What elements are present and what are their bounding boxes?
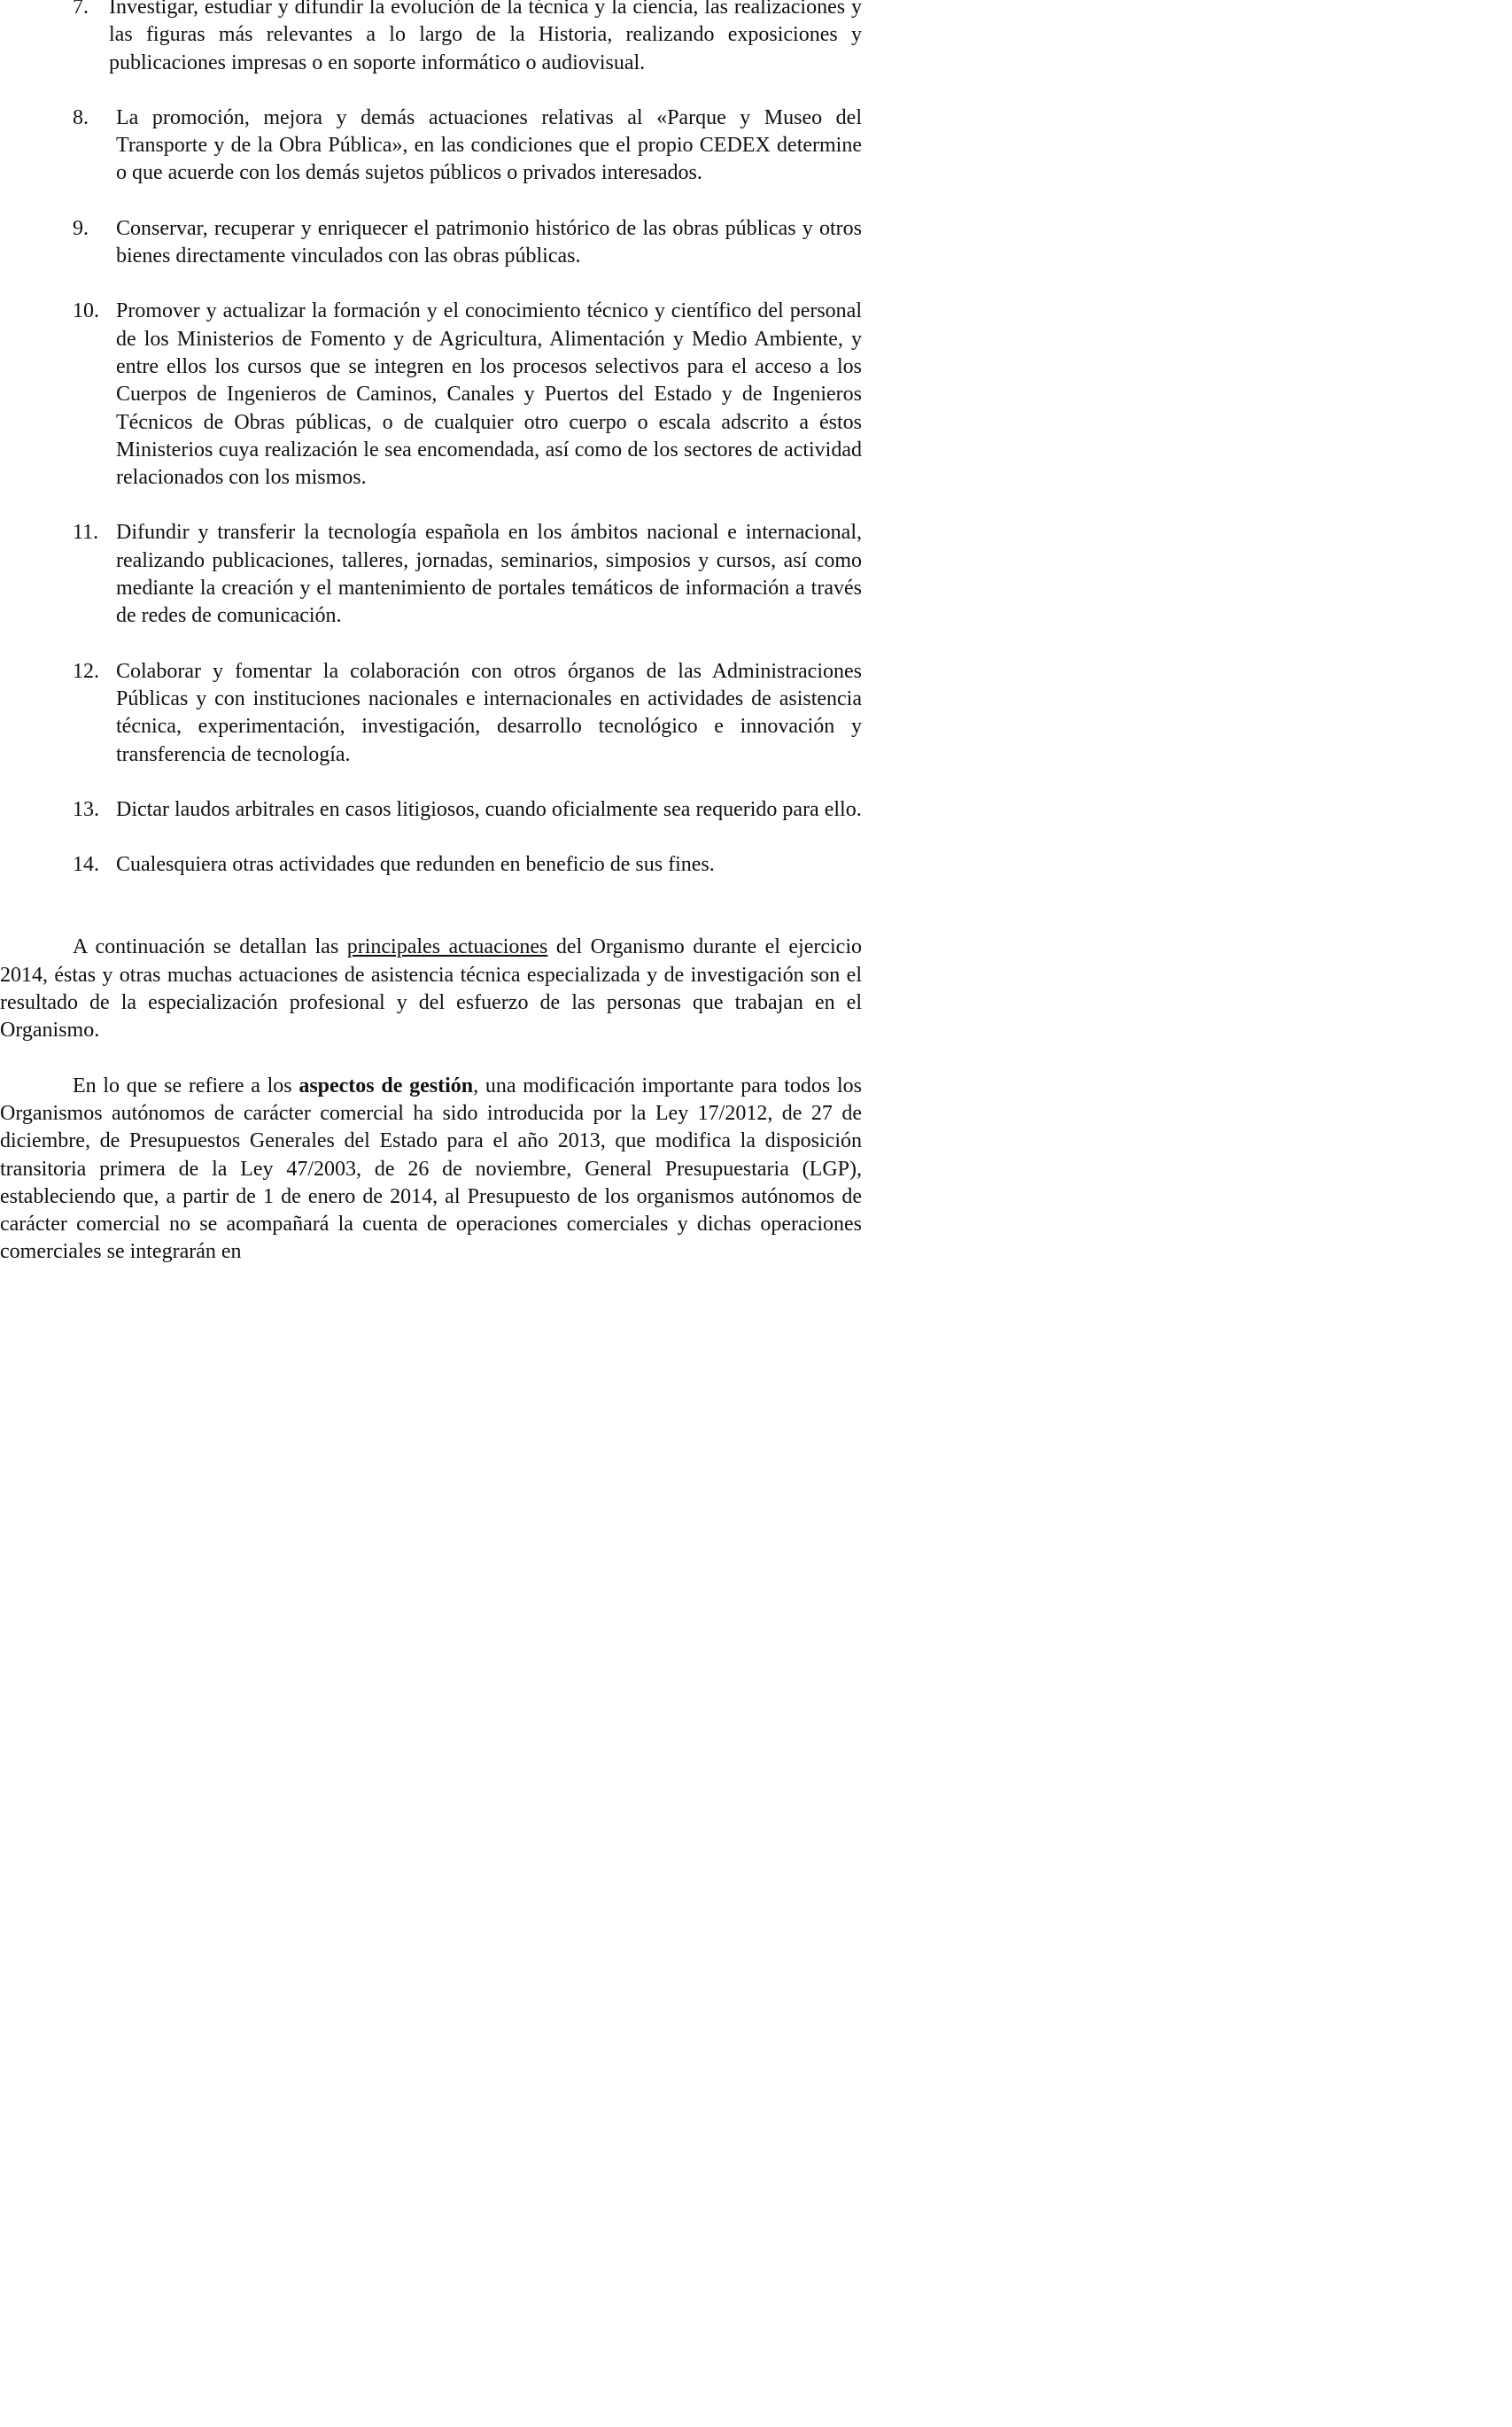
list-item-number: 14. <box>73 853 99 877</box>
list-item-text: La promoción, mejora y demás actuaciones relativas al «Parque y Museo del Transporte y de la Obra Pública», en las condiciones que el propio CEDEX determine o que acuerde con los demás sujetos públicos o privados interesados. <box>116 105 862 185</box>
paragraph-text: , una modificación importante para todos los Organismos autónomos de carácter comercial ha sido introducida por la Ley 17/2012, de 27 de diciembre, de Presupuestos Generales del Estado para el año 2013, que modifica la disposición transitoria primera de la Ley 47/2003, de 26 de noviembre, General Presupuestaria (LGP), estableciendo que, a partir de 1 de enero de 2014, al Presupuesto de los organismos autónomos de carácter comercial no se acompañará la cuenta de operaciones comerciales y dichas operaciones comerciales se integrarán en <box>0 1074 862 1264</box>
list-item-number: 7. <box>73 0 89 19</box>
list-item-text: Promover y actualizar la formación y el conocimiento técnico y científico del personal de los Ministerios de Fomento y de Agricultura, Alimentación y Medio Ambiente, y entre ellos los cursos que se integren en los procesos selectivos para el acceso a los Cuerpos de Ingenieros de Caminos, Canales y Puertos del Estado y de Ingenieros Técnicos de Obras públicas, o de cualquier otro cuerpo o escala adscrito a éstos Ministerios cuya realización le sea encomendada, así como de los sectores de actividad relacionados con los mismos. <box>116 299 862 490</box>
paragraph-text: En lo que se refiere a los <box>73 1074 299 1097</box>
list-item-text: Colaborar y fomentar la colaboración con otros órganos de las Administraciones Públicas y con instituciones nacionales e internacionales en actividades de asistencia técnica, experimentación, investigación, desarrollo tecnológico e innovación y transferencia de tecnología. <box>116 659 862 766</box>
list-item-number: 11. <box>73 521 99 545</box>
list-item-text: Cualesquiera otras actividades que redunden en beneficio de sus fines. <box>116 853 715 877</box>
list-item <box>0 796 863 824</box>
list-item <box>0 658 863 769</box>
list-item-number: 9. <box>73 216 89 240</box>
list-item <box>0 298 863 492</box>
underlined-phrase: principales actuaciones <box>346 935 548 959</box>
list-item-number: 12. <box>73 659 99 683</box>
list-item <box>0 105 863 188</box>
list-item <box>0 519 863 630</box>
body-paragraph-actuaciones <box>0 934 863 1044</box>
list-item <box>0 0 863 77</box>
list-item <box>0 215 863 271</box>
list-item-number: 8. <box>73 105 89 129</box>
list-item <box>0 851 863 879</box>
paragraph-text: del Organismo durante el ejercicio 2014, éstas y otras muchas actuaciones de asistencia técnica especializada y de investigación son el resultado de la especialización profesional y del esfuerzo de las personas que trabajan en el Organismo. <box>0 935 862 1043</box>
list-item-number: 13. <box>73 797 99 821</box>
list-item-text: Difundir y transferir la tecnología española en los ámbitos nacional e internacional, realizando publicaciones, talleres, jornadas, seminarios, simposios y cursos, así como mediante la creación y el mantenimiento de portales temáticos de información a través de redes de comunicación. <box>116 521 862 628</box>
document-page <box>0 0 863 1294</box>
list-item-text: Investigar, estudiar y difundir la evolución de la técnica y la ciencia, las realizaciones y las figuras más relevantes a lo largo de la Historia, realizando exposiciones y publicaciones impresas o en soporte informático o audiovisual. <box>109 0 862 74</box>
paragraph-text: A continuación se detallan las <box>73 935 347 959</box>
spacer <box>0 906 863 934</box>
body-paragraph-gestion <box>0 1073 863 1267</box>
list-item-number: 10. <box>73 299 99 323</box>
list-item-text: Dictar laudos arbitrales en casos litigiosos, cuando oficialmente sea requerido para ello. <box>116 797 862 821</box>
list-item-text: Conservar, recuperar y enriquecer el patrimonio histórico de las obras públicas y otros bienes directamente vinculados con las obras públicas. <box>116 216 862 268</box>
bold-phrase: aspectos de gestión <box>299 1074 474 1097</box>
